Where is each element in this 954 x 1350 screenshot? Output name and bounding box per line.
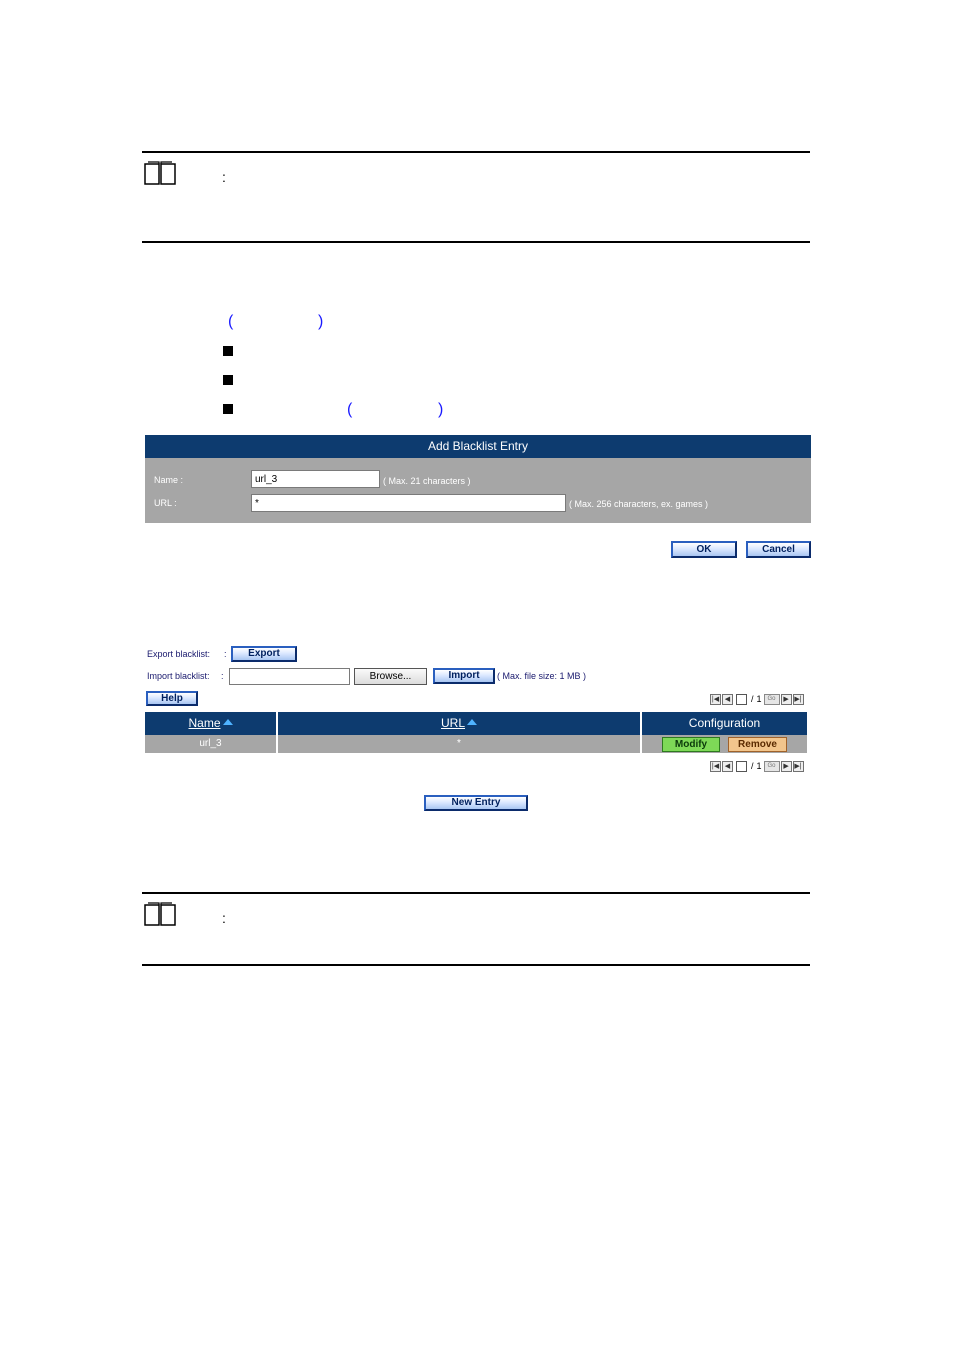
- pager-top: [710, 693, 804, 705]
- last-page-icon[interactable]: ▶|: [794, 695, 802, 703]
- last-page-icon[interactable]: ▶|: [794, 762, 802, 770]
- note-top-rule: [142, 151, 810, 153]
- help-button[interactable]: Help: [146, 691, 198, 706]
- import-label: Import blacklist:: [147, 671, 210, 681]
- import-button[interactable]: Import: [433, 668, 495, 684]
- note-bottom-bottom-rule: [142, 964, 810, 966]
- page-number-input[interactable]: [736, 694, 747, 705]
- col-url-header[interactable]: [278, 712, 640, 735]
- add-blacklist-title: Add Blacklist Entry: [145, 435, 811, 458]
- add-blacklist-panel: [145, 458, 811, 523]
- export-label: Export blacklist:: [147, 649, 211, 659]
- cancel-button[interactable]: Cancel: [746, 541, 811, 558]
- import-hint: ( Max. file size: 1 MB ): [497, 671, 587, 681]
- sort-asc-icon: [467, 719, 477, 725]
- paren-close: ): [318, 313, 324, 330]
- prev-page-icon[interactable]: ◀: [722, 761, 733, 772]
- col-name-header[interactable]: [145, 712, 276, 735]
- modify-button[interactable]: Modify: [662, 737, 720, 752]
- pager-separator: /: [751, 694, 754, 704]
- import-file-input[interactable]: [229, 668, 350, 685]
- go-button[interactable]: Go: [764, 694, 780, 705]
- col-name-label[interactable]: Name: [188, 716, 221, 730]
- next-page-icon[interactable]: ▶: [781, 694, 792, 705]
- col-url-label[interactable]: URL: [440, 716, 465, 730]
- paren-close-2: ): [438, 401, 444, 418]
- next-page-icon[interactable]: ▶: [781, 761, 792, 772]
- new-entry-button[interactable]: New Entry: [424, 795, 528, 811]
- browse-button[interactable]: Browse...: [354, 668, 427, 685]
- url-hint: ( Max. 256 characters, ex. games ): [569, 499, 709, 509]
- col-config-header: Configuration: [642, 712, 807, 735]
- row-url-cell: *: [278, 735, 640, 753]
- pager-total: 1: [756, 761, 762, 771]
- pager-separator: /: [751, 761, 754, 771]
- export-button[interactable]: Export: [231, 646, 297, 662]
- url-input[interactable]: [251, 494, 566, 512]
- bullet-1: [223, 346, 233, 356]
- url-label: URL :: [154, 498, 177, 508]
- name-label: Name :: [154, 475, 184, 485]
- export-colon: :: [224, 649, 227, 659]
- first-page-icon[interactable]: |◀: [711, 762, 720, 770]
- note-bottom-rule: [142, 892, 810, 894]
- import-colon: :: [221, 671, 224, 681]
- book-icon: [144, 161, 176, 185]
- row-name-cell: url_3: [145, 735, 276, 753]
- note-bottom-colon: :: [222, 910, 226, 926]
- page-number-input[interactable]: [736, 761, 747, 772]
- name-hint: ( Max. 21 characters ): [383, 476, 471, 486]
- sort-asc-icon: [223, 719, 233, 725]
- paren-open-2: (: [347, 401, 353, 418]
- pager-bottom: [710, 760, 804, 772]
- first-page-icon[interactable]: |◀: [711, 695, 720, 703]
- book-icon: [144, 902, 176, 926]
- paren-open: (: [228, 313, 234, 330]
- ok-button[interactable]: OK: [671, 541, 737, 558]
- bullet-2: [223, 375, 233, 385]
- bullet-3: [223, 404, 233, 414]
- pager-total: 1: [756, 694, 762, 704]
- note-top-bottom-rule: [142, 241, 810, 243]
- name-input[interactable]: [251, 470, 380, 488]
- remove-button[interactable]: Remove: [728, 737, 787, 752]
- go-button[interactable]: Go: [764, 761, 780, 772]
- note-top-colon: :: [222, 169, 226, 185]
- prev-page-icon[interactable]: ◀: [722, 694, 733, 705]
